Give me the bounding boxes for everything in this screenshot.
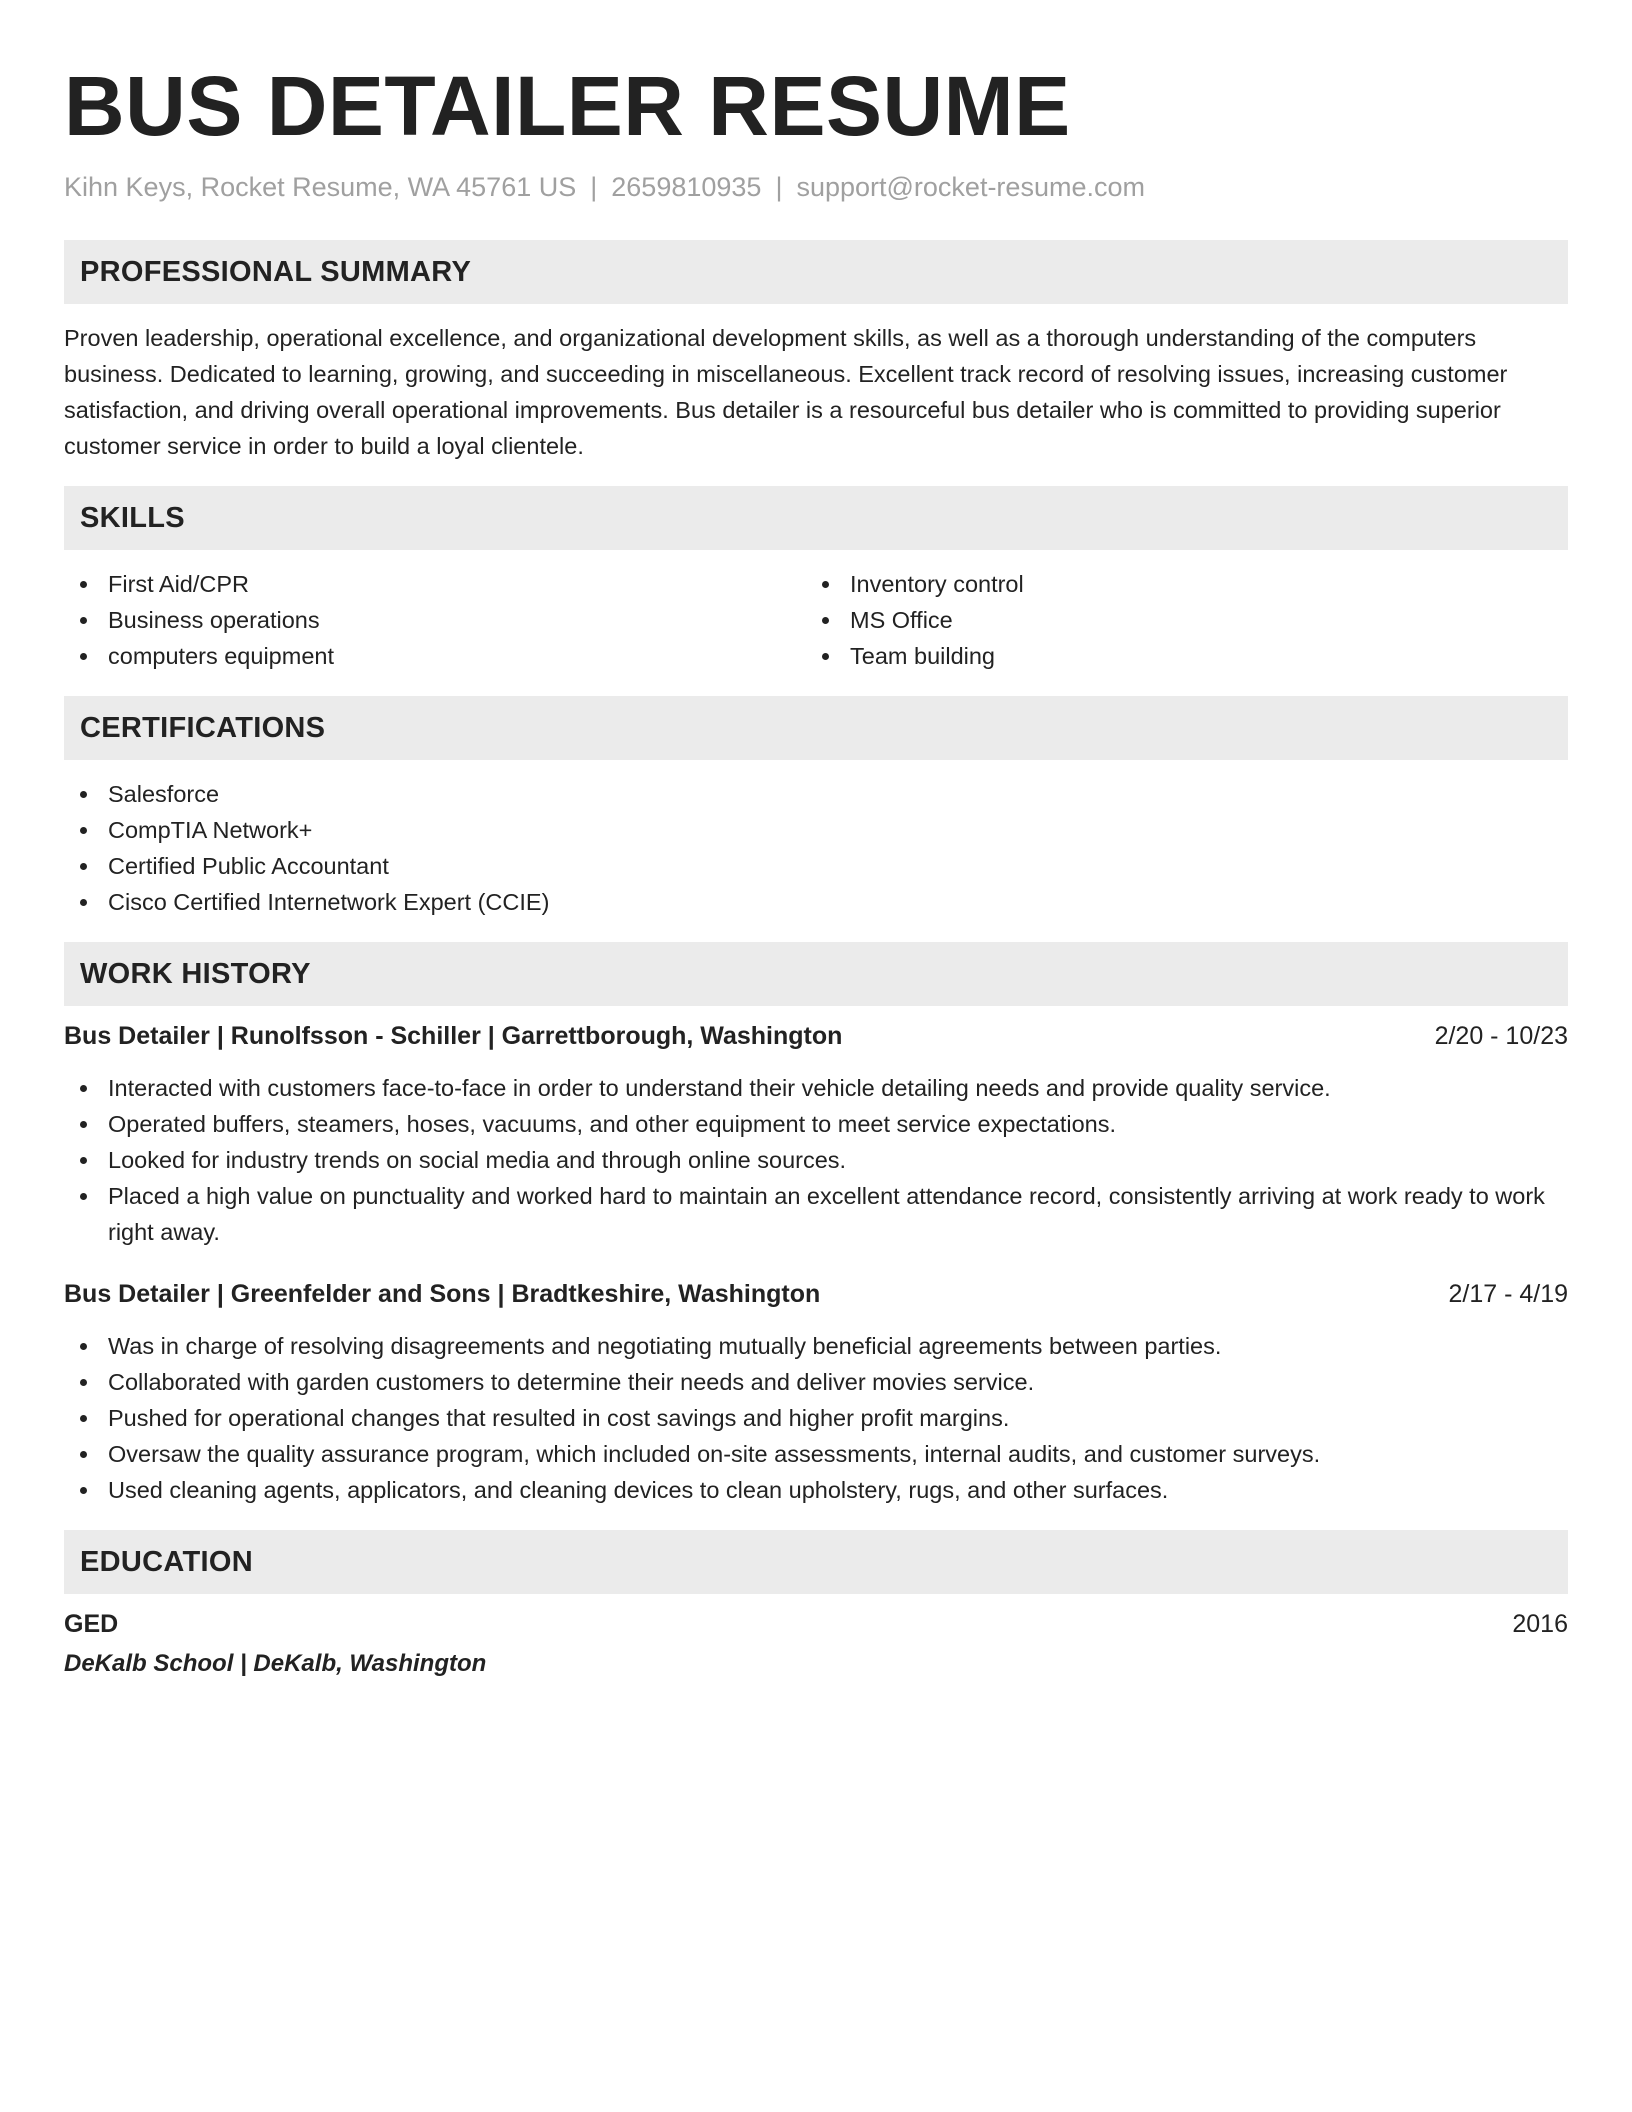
resume-title: BUS DETAILER RESUME [64, 59, 1071, 153]
section-heading-skills: SKILLS [64, 486, 1568, 550]
skills-column-right [806, 566, 1548, 674]
skills-list [64, 566, 1568, 674]
job-bullet: Was in charge of resolving disagreements and negotiating mutually beneficial agreements between parties. [64, 1328, 1568, 1364]
contact-separator: | [775, 172, 783, 202]
job-bullet: Used cleaning agents, applicators, and cleaning devices to clean upholstery, rugs, and other surfaces. [64, 1472, 1568, 1508]
education-school: DeKalb School | DeKalb, Washington [64, 1650, 487, 1677]
contact-address: Kihn Keys, Rocket Resume, WA 45761 US [64, 172, 577, 202]
job-bullet: Collaborated with garden customers to determine their needs and deliver movies service. [64, 1364, 1568, 1400]
skill-item: Inventory control [806, 566, 1548, 602]
section-heading-certifications: CERTIFICATIONS [64, 696, 1568, 760]
job-bullet: Pushed for operational changes that resulted in cost savings and higher profit margins. [64, 1400, 1568, 1436]
job-entry [64, 1276, 1568, 1508]
summary-text: Proven leadership, operational excellence, and organizational development skills, as well as a thorough understanding of the computers business. Dedicated to learning, growing, and succeeding in miscellaneous. Excellent track record of resolving issues, increasing customer satisfaction, and driving overall operational improvements. Bus detailer is a resourceful bus detailer who is committed to providing superior customer service in order to build a loyal clientele. [64, 325, 1508, 459]
job-bullet: Placed a high value on punctuality and worked hard to maintain an excellent attendance record, consistently arriving at work ready to work right away. [64, 1178, 1568, 1250]
contact-separator: | [590, 172, 598, 202]
section-heading-education: EDUCATION [64, 1530, 1568, 1594]
resume-page [64, 60, 1568, 1682]
job-bullet: Interacted with customers face-to-face in order to understand their vehicle detailing needs and provide quality service. [64, 1070, 1568, 1106]
certifications-list [64, 776, 1568, 920]
education-year: 2016 [1512, 1610, 1568, 1638]
job-dates: 2/17 - 4/19 [1448, 1280, 1568, 1308]
contact-phone: 2659810935 [611, 172, 762, 202]
job-title: Bus Detailer | Greenfelder and Sons | Bradtkeshire, Washington [64, 1280, 821, 1308]
education-degree: GED [64, 1610, 119, 1638]
education-header [64, 1606, 1568, 1642]
job-header [64, 1018, 1568, 1054]
job-header [64, 1276, 1568, 1312]
job-bullets [64, 1328, 1568, 1508]
certification-item: Salesforce [64, 776, 1568, 812]
skill-item: First Aid/CPR [64, 566, 806, 602]
job-bullets [64, 1070, 1568, 1250]
job-bullet: Operated buffers, steamers, hoses, vacuums, and other equipment to meet service expectations. [64, 1106, 1568, 1142]
certification-item: CompTIA Network+ [64, 812, 1568, 848]
contact-line [64, 170, 1568, 204]
skill-item: computers equipment [64, 638, 806, 674]
job-dates: 2/20 - 10/23 [1434, 1022, 1568, 1050]
job-entry [64, 1018, 1568, 1250]
section-heading-summary: PROFESSIONAL SUMMARY [64, 240, 1568, 304]
skill-item: MS Office [806, 602, 1548, 638]
certification-item: Cisco Certified Internetwork Expert (CCIE) [64, 884, 1568, 920]
section-heading-work-history: WORK HISTORY [64, 942, 1568, 1006]
job-title: Bus Detailer | Runolfsson - Schiller | Garrettborough, Washington [64, 1022, 843, 1050]
skill-item: Business operations [64, 602, 806, 638]
skill-item: Team building [806, 638, 1548, 674]
certification-item: Certified Public Accountant [64, 848, 1568, 884]
job-bullet: Looked for industry trends on social media and through online sources. [64, 1142, 1568, 1178]
contact-email[interactable]: support@rocket-resume.com [796, 172, 1145, 202]
job-bullet: Oversaw the quality assurance program, which included on-site assessments, internal audits, and customer surveys. [64, 1436, 1568, 1472]
skills-column-left [64, 566, 806, 674]
